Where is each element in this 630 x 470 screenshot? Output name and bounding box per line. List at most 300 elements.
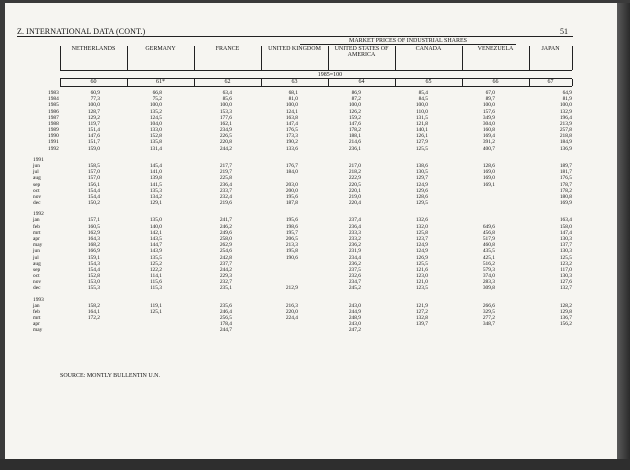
table-cell: 176,7 — [285, 162, 298, 169]
row-label: jun — [33, 162, 40, 169]
table-cell: 121,0 — [415, 279, 428, 286]
table-cell: 121,6 — [415, 266, 428, 273]
table-cell: 214,6 — [348, 139, 361, 146]
column-name: NETHERLANDS — [71, 46, 116, 52]
column-divider — [395, 79, 396, 86]
row-label: apr — [33, 235, 40, 242]
table-cell: 232,6 — [348, 273, 361, 280]
table-cell: 244,7 — [219, 327, 232, 334]
table-cell: 178,2 — [559, 187, 572, 194]
table-cell: 159,1 — [87, 254, 100, 261]
row-label: mrt — [33, 229, 41, 236]
table-cell: 81,0 — [288, 96, 298, 103]
table-cell: 153,0 — [87, 279, 100, 286]
table-cell: 246,4 — [219, 308, 232, 315]
row-label: 1992 — [48, 145, 59, 152]
table-cell: 129,5 — [415, 200, 428, 207]
table-cell: 124,1 — [285, 108, 298, 115]
table-cell: 145,4 — [149, 162, 162, 169]
table-cell: 121,9 — [415, 302, 428, 309]
table-cell: 128,6 — [482, 162, 495, 169]
table-cell: 176,5 — [285, 127, 298, 134]
column-code: 62 — [224, 79, 231, 85]
table-cell: 143,5 — [149, 235, 162, 242]
table-cell: 134,2 — [149, 193, 162, 200]
table-cell: 277,2 — [482, 315, 495, 322]
table-cell: 246,2 — [219, 223, 232, 230]
table-cell: 180,8 — [559, 193, 572, 200]
table-cell: 166,9 — [87, 248, 100, 255]
table-cell: 198,6 — [285, 223, 298, 230]
table-cell: 249,6 — [219, 229, 232, 236]
table-cell: 460,8 — [482, 242, 495, 249]
page-number: 51 — [560, 27, 568, 36]
column-divider — [194, 46, 195, 70]
row-label: aug — [33, 260, 41, 267]
table-cell: 247,2 — [348, 327, 361, 334]
table-cell: 100,0 — [87, 102, 100, 109]
base-note: 1985=100 — [317, 72, 343, 78]
table-header: MARKET PRICES OF INDUSTRIAL SHARES — [348, 38, 468, 44]
row-label: 1987 — [48, 114, 59, 121]
table-cell: 225,8 — [219, 175, 232, 182]
row-label: dec — [33, 200, 41, 207]
table-cell: 139,8 — [149, 175, 162, 182]
table-cell: 220,1 — [348, 187, 361, 194]
table-cell: 132,8 — [415, 315, 428, 322]
table-cell: 150,2 — [87, 200, 100, 207]
table-cell: 173,3 — [285, 133, 298, 140]
table-cell: 200,0 — [285, 187, 298, 194]
table-cell: 136,7 — [559, 315, 572, 322]
column-code: 61* — [156, 79, 165, 85]
table-cell: 241,7 — [219, 217, 232, 224]
table-cell: 129,8 — [559, 308, 572, 315]
table-cell: 119,7 — [88, 120, 100, 127]
scan-edge-shadow — [617, 3, 630, 463]
row-label: oct — [33, 273, 40, 280]
table-cell: 213,9 — [559, 120, 572, 127]
table-cell: 456,8 — [482, 229, 495, 236]
table-cell: 133,6 — [285, 145, 298, 152]
row-label: aug — [33, 175, 41, 182]
table-cell: 231,9 — [348, 248, 361, 255]
table-cell: 100,0 — [348, 102, 361, 109]
table-cell: 154,3 — [87, 260, 100, 267]
table-cell: 154,4 — [87, 187, 100, 194]
table-cell: 133,0 — [149, 127, 162, 134]
table-cell: 234,4 — [348, 254, 361, 261]
table-cell: 164,1 — [87, 308, 100, 315]
table-cell: 117,0 — [560, 266, 572, 273]
table-cell: 224,4 — [285, 315, 298, 322]
table-cell: 232,7 — [219, 279, 232, 286]
table-cell: 349,9 — [482, 114, 495, 121]
row-label: 1988 — [48, 120, 59, 127]
table-cell: 129,7 — [415, 175, 428, 182]
table-cell: 159,2 — [348, 114, 361, 121]
row-label: 1991 — [48, 139, 59, 146]
year-heading: 1992 — [33, 211, 44, 218]
table-cell: 135,2 — [149, 108, 162, 115]
page-title: Z. INTERNATIONAL DATA (CONT.) — [17, 27, 146, 36]
table-cell: 400,7 — [482, 145, 495, 152]
table-cell: 115,6 — [150, 279, 162, 286]
table-cell: 243,0 — [348, 321, 361, 328]
year-heading: 1991 — [33, 156, 44, 163]
table-cell: 169,4 — [482, 133, 495, 140]
table-cell: 75,2 — [152, 96, 162, 103]
table-cell: 216,3 — [285, 302, 298, 309]
table-cell: 219,7 — [219, 169, 232, 176]
table-cell: 233,2 — [348, 235, 361, 242]
table-cell: 162,9 — [87, 229, 100, 236]
table-cell: 89,7 — [485, 96, 495, 103]
table-cell: 184,0 — [285, 169, 298, 176]
column-name: UNITED STATES OF AMERICA — [334, 46, 389, 59]
table-cell: 142,1 — [149, 229, 162, 236]
table-cell: 132,0 — [415, 223, 428, 230]
table-cell: 233,7 — [219, 187, 232, 194]
column-divider — [328, 46, 329, 70]
table-cell: 234,7 — [348, 279, 361, 286]
header-rule — [300, 44, 516, 45]
table-cell: 158,0 — [559, 223, 572, 230]
table-cell: 195,7 — [285, 229, 298, 236]
table-cell: 329,5 — [482, 308, 495, 315]
table-cell: 196,4 — [559, 114, 572, 121]
row-label: oct — [33, 187, 40, 194]
table-cell: 244,2 — [219, 266, 232, 273]
table-cell: 123,7 — [415, 235, 428, 242]
table-cell: 100,0 — [219, 102, 232, 109]
table-cell: 125,5 — [415, 260, 428, 267]
table-cell: 123,0 — [415, 273, 428, 280]
table-cell: 144,7 — [149, 242, 162, 249]
table-cell: 100,0 — [559, 102, 572, 109]
table-cell: 157,0 — [87, 175, 100, 182]
table-cell: 123,2 — [559, 260, 572, 267]
table-cell: 218,8 — [559, 133, 572, 140]
table-cell: 139,7 — [415, 321, 428, 328]
row-label: nov — [33, 279, 42, 286]
table-cell: 64,9 — [562, 90, 572, 96]
table-cell: 85,4 — [418, 90, 428, 96]
table-cell: 126,2 — [348, 108, 361, 115]
table-cell: 178,7 — [559, 181, 572, 188]
table-cell: 374,0 — [482, 273, 495, 280]
columns-bottom-rule — [60, 70, 572, 71]
table-cell: 153,3 — [219, 108, 232, 115]
table-cell: 258,0 — [219, 235, 232, 242]
row-label: apr — [33, 321, 40, 328]
table-cell: 435,5 — [482, 248, 495, 255]
row-label: feb — [33, 308, 40, 315]
table-cell: 154,4 — [87, 193, 100, 200]
table-cell: 125,1 — [149, 308, 162, 315]
table-cell: 136,9 — [559, 145, 572, 152]
table-cell: 129,1 — [149, 200, 162, 207]
table-cell: 220,8 — [219, 139, 232, 146]
column-divider — [395, 46, 396, 70]
table-cell: 147,4 — [559, 229, 572, 236]
table-cell: 579,3 — [482, 266, 495, 273]
table-cell: 151,4 — [87, 127, 100, 134]
row-label: sep — [33, 266, 41, 273]
table-cell: 158,5 — [87, 162, 100, 169]
table-cell: 115,3 — [150, 285, 162, 292]
table-cell: 236,1 — [348, 145, 361, 152]
table-cell: 129,6 — [415, 187, 428, 194]
row-label: jan — [33, 217, 40, 224]
table-cell: 168,2 — [87, 242, 100, 249]
column-name: JAPAN — [541, 46, 560, 52]
row-label: jul — [33, 254, 39, 261]
column-name: VENEZUELA — [477, 46, 514, 52]
table-cell: 157,1 — [87, 217, 100, 224]
table-cell: 126,9 — [415, 254, 428, 261]
table-cell: 160,8 — [482, 127, 495, 134]
table-cell: 304,0 — [482, 120, 495, 127]
row-label: 1986 — [48, 108, 59, 115]
table-cell: 235,6 — [219, 302, 232, 309]
row-label: may — [33, 242, 43, 249]
table-cell: 140,0 — [149, 223, 162, 230]
table-cell: 104,0 — [149, 120, 162, 127]
table-cell: 649,6 — [482, 223, 495, 230]
table-cell: 256,5 — [219, 315, 232, 322]
table-cell: 138,6 — [415, 162, 428, 169]
table-cell: 233,3 — [348, 229, 361, 236]
table-cell: 152,8 — [87, 273, 100, 280]
table-cell: 213,3 — [285, 242, 298, 249]
table-cell: 125,8 — [415, 229, 428, 236]
table-cell: 122,2 — [149, 266, 162, 273]
title-rule — [17, 36, 573, 37]
table-cell: 130,3 — [559, 273, 572, 280]
table-cell: 127,6 — [559, 279, 572, 286]
table-cell: 123,5 — [415, 285, 428, 292]
table-cell: 517,9 — [482, 235, 495, 242]
table-cell: 169,1 — [482, 181, 495, 188]
row-label: nov — [33, 193, 42, 200]
table-cell: 212,9 — [285, 285, 298, 292]
row-label: sep — [33, 181, 41, 188]
column-divider — [572, 46, 573, 70]
source-note: SOURCE: MONTLY BULLENTIN U.N. — [60, 373, 161, 379]
row-label: may — [33, 327, 43, 334]
table-cell: 60,9 — [90, 90, 100, 96]
table-cell: 516,2 — [482, 260, 495, 267]
table-cell: 348,7 — [482, 321, 495, 328]
row-label: mrt — [33, 315, 41, 322]
row-label: jul — [33, 169, 39, 176]
column-divider — [572, 79, 573, 86]
row-label: jun — [33, 248, 40, 255]
row-label: 1983 — [48, 90, 59, 96]
table-cell: 220,4 — [348, 200, 361, 207]
table-cell: 68,1 — [288, 90, 298, 96]
table-cell: 163,4 — [559, 217, 572, 224]
table-cell: 176,5 — [559, 175, 572, 182]
table-cell: 63,4 — [222, 90, 232, 96]
table-cell: 164,3 — [87, 235, 100, 242]
column-divider — [127, 46, 128, 70]
column-code: 65 — [425, 79, 432, 85]
table-cell: 163,8 — [285, 114, 298, 121]
table-cell: 147,6 — [348, 120, 361, 127]
table-cell: 162,1 — [219, 120, 232, 127]
table-cell: 131,5 — [415, 114, 428, 121]
table-cell: 236,4 — [219, 181, 232, 188]
table-cell: 77,3 — [90, 96, 100, 103]
table-cell: 262,9 — [219, 242, 232, 249]
table-cell: 159,0 — [87, 145, 100, 152]
table-cell: 236,2 — [348, 242, 361, 249]
table-cell: 135,0 — [149, 217, 162, 224]
table-cell: 236,4 — [348, 223, 361, 230]
column-divider — [60, 79, 61, 86]
table-cell: 128,7 — [87, 108, 100, 115]
table-cell: 132,9 — [559, 108, 572, 115]
column-divider — [261, 46, 262, 70]
table-cell: 309,8 — [482, 285, 495, 292]
table-cell: 124,9 — [415, 181, 428, 188]
table-cell: 158,2 — [87, 302, 100, 309]
column-divider — [462, 79, 463, 86]
column-divider — [529, 46, 530, 70]
column-divider — [60, 46, 61, 70]
table-cell: 130,3 — [559, 248, 572, 255]
table-cell: 181,7 — [559, 169, 572, 176]
table-cell: 140,1 — [415, 127, 428, 134]
table-cell: 127,2 — [415, 308, 428, 315]
table-cell: 245,2 — [348, 285, 361, 292]
table-cell: 243,0 — [348, 302, 361, 309]
table-cell: 66,8 — [152, 90, 162, 96]
table-cell: 86,9 — [351, 90, 361, 96]
table-cell: 177,6 — [219, 114, 232, 121]
table-cell: 248,9 — [348, 315, 361, 322]
table-cell: 237,5 — [348, 266, 361, 273]
table-cell: 254,6 — [219, 248, 232, 255]
table-cell: 206,5 — [285, 235, 298, 242]
table-cell: 100,0 — [482, 102, 495, 109]
table-cell: 154,4 — [87, 266, 100, 273]
table-cell: 195,6 — [285, 217, 298, 224]
table-cell: 217,7 — [219, 162, 232, 169]
table-cell: 220,5 — [348, 181, 361, 188]
table-cell: 143,9 — [149, 248, 162, 255]
column-divider — [462, 46, 463, 70]
codes-bottom-rule — [60, 86, 572, 87]
table-cell: 169,0 — [482, 175, 495, 182]
year-heading: 1993 — [33, 296, 44, 303]
row-label: jan — [33, 302, 40, 309]
table-cell: 218,2 — [348, 169, 361, 176]
column-name: FRANCE — [215, 46, 240, 52]
table-cell: 234,9 — [219, 127, 232, 134]
table-cell: 203,0 — [285, 181, 298, 188]
table-cell: 100,0 — [149, 102, 162, 109]
table-cell: 172,2 — [87, 315, 100, 322]
table-cell: 130,3 — [559, 235, 572, 242]
column-divider — [127, 79, 128, 86]
table-cell: 141,0 — [149, 169, 162, 176]
table-cell: 169,0 — [482, 169, 495, 176]
table-cell: 235,1 — [219, 285, 232, 292]
column-code: 64 — [358, 79, 365, 85]
column-divider — [529, 79, 530, 86]
table-cell: 132,6 — [415, 217, 428, 224]
row-label: 1985 — [48, 102, 59, 109]
table-cell: 87,2 — [351, 96, 361, 103]
table-cell: 190,2 — [285, 139, 298, 146]
table-cell: 244,2 — [219, 145, 232, 152]
table-cell: 237,4 — [348, 217, 361, 224]
table-cell: 152,8 — [149, 133, 162, 140]
table-cell: 226,5 — [219, 133, 232, 140]
column-divider — [194, 79, 195, 86]
table-cell: 135,8 — [149, 139, 162, 146]
table-cell: 169,9 — [559, 200, 572, 207]
table-cell: 135,5 — [149, 254, 162, 261]
table-cell: 124,5 — [149, 114, 162, 121]
column-code: 63 — [291, 79, 298, 85]
table-cell: 125,2 — [149, 260, 162, 267]
table-cell: 155,3 — [87, 285, 100, 292]
table-cell: 131,4 — [149, 145, 162, 152]
table-cell: 125,5 — [415, 145, 428, 152]
table-cell: 130,5 — [415, 169, 428, 176]
table-cell: 124,9 — [415, 248, 428, 255]
table-cell: 132,7 — [559, 285, 572, 292]
column-name: GERMANY — [145, 46, 176, 52]
column-name: CANADA — [415, 46, 442, 52]
table-cell: 129,2 — [87, 114, 100, 121]
table-cell: 84,5 — [418, 96, 428, 103]
table-cell: 217,0 — [348, 162, 361, 169]
table-cell: 189,7 — [559, 162, 572, 169]
column-code: 67 — [547, 79, 554, 85]
table-cell: 114,1 — [150, 273, 162, 280]
table-cell: 151,7 — [87, 139, 100, 146]
table-cell: 157,6 — [482, 108, 495, 115]
table-cell: 219,6 — [219, 200, 232, 207]
table-cell: 128,6 — [415, 193, 428, 200]
table-cell: 100,0 — [285, 102, 298, 109]
table-cell: 425,1 — [482, 254, 495, 261]
row-label: 1984 — [48, 96, 59, 103]
table-cell: 219,0 — [348, 193, 361, 200]
table-cell: 156,1 — [87, 181, 100, 188]
table-cell: 257,8 — [559, 127, 572, 134]
table-cell: 237,7 — [219, 260, 232, 267]
table-cell: 127,9 — [415, 139, 428, 146]
table-cell: 126,1 — [415, 133, 428, 140]
column-divider — [261, 79, 262, 86]
table-cell: 187,8 — [285, 200, 298, 207]
table-cell: 124,9 — [415, 242, 428, 249]
table-cell: 222,9 — [348, 175, 361, 182]
column-name: UNITED KINGDOM — [268, 46, 321, 52]
table-cell: 121,8 — [415, 120, 428, 127]
row-label: dec — [33, 285, 41, 292]
table-cell: 128,2 — [559, 302, 572, 309]
table-cell: 110,0 — [416, 108, 428, 115]
table-cell: 244,9 — [348, 308, 361, 315]
table-cell: 242,8 — [219, 254, 232, 261]
